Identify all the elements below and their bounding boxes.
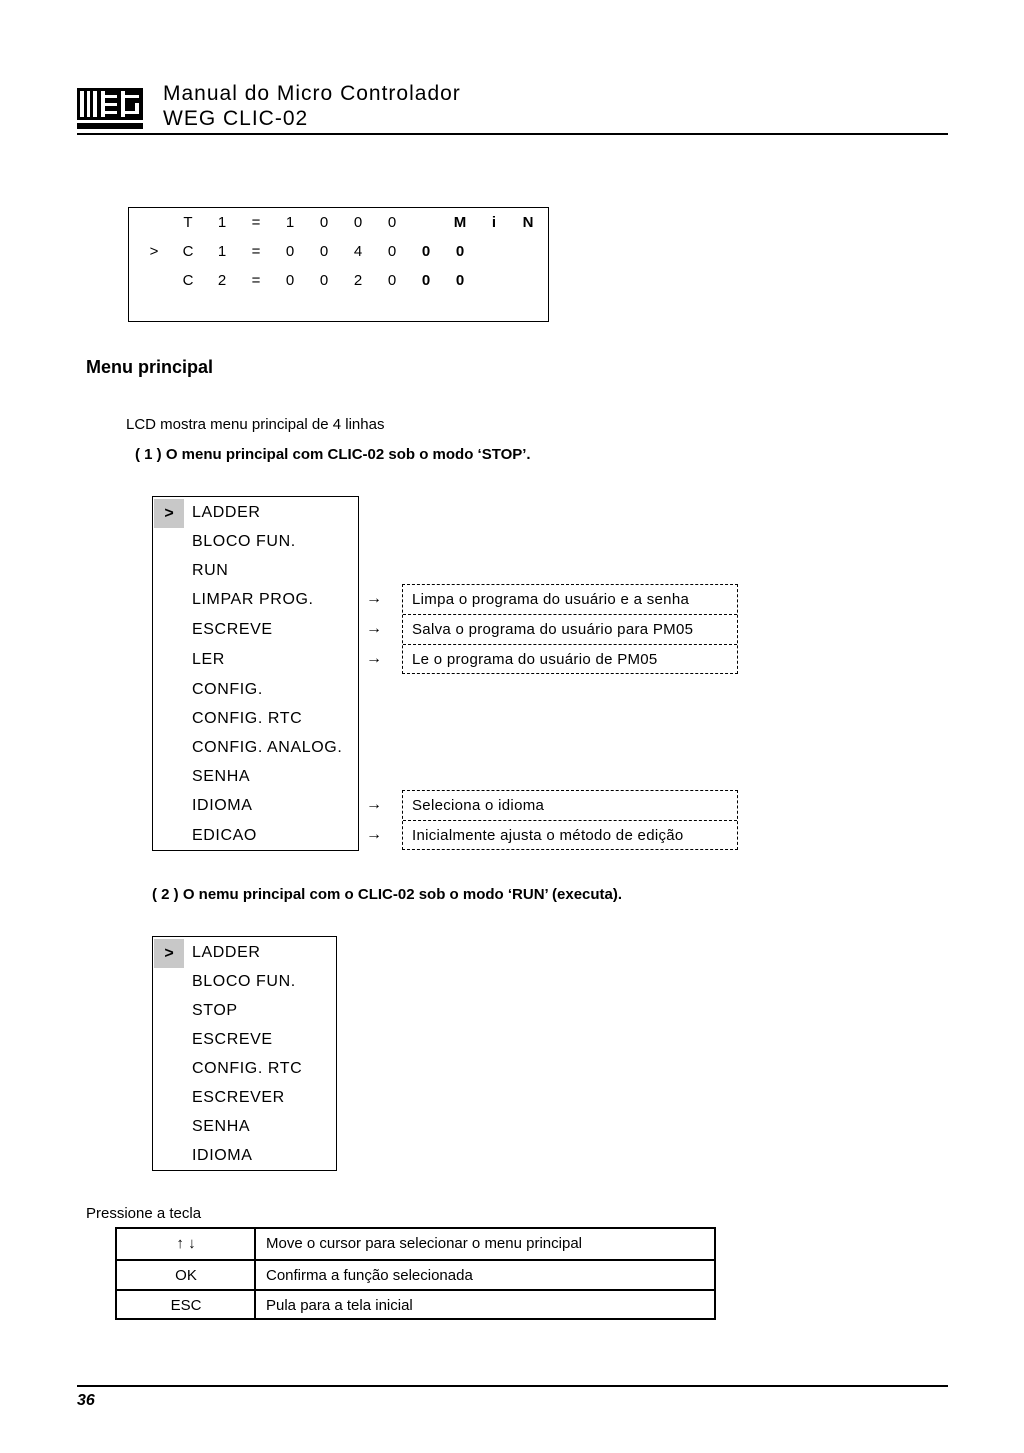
lcd-cell: 1 [285,214,295,231]
keys-table [115,1227,716,1320]
lcd-cell: 0 [353,214,363,231]
arrow-right-icon: → [366,650,382,667]
lcd-row [129,213,550,233]
menu-item[interactable]: EDICAO [192,827,257,844]
key-description: Pula para a tela inicial [266,1297,413,1314]
arrow-right-icon: → [366,590,382,607]
menu-item[interactable]: ESCREVE [192,1031,273,1048]
lcd-cell: C [182,272,194,289]
section-title: Menu principal [86,357,214,377]
run-menu-caption: ( 2 ) O nemu principal com o CLIC-02 sob o modo ‘RUN’ (executa). [152,886,623,903]
menu-item[interactable]: LIMPAR PROG. [192,591,314,608]
note-box-program [402,584,738,674]
arrow-right-icon: → [366,620,382,637]
lcd-cell: 2 [217,272,227,289]
lcd-cell: 4 [353,243,363,260]
note-row: Inicialmente ajusta o método de edição [403,820,737,850]
menu-item[interactable]: IDIOMA [192,1147,253,1164]
table-row [117,1229,714,1259]
lcd-cell: 0 [319,243,329,260]
key-cell: ↑ ↓ [176,1235,196,1252]
lcd-cell: 0 [387,214,397,231]
arrow-right-icon: → [366,796,382,813]
lcd-cell: 0 [387,243,397,260]
lcd-cell: M [453,214,467,231]
lcd-cell: i [491,214,497,231]
key-cell: OK [175,1267,197,1284]
key-description: Confirma a função selecionada [266,1267,473,1284]
lcd-cell: 0 [285,243,295,260]
stop-menu-caption: ( 1 ) O menu principal com CLIC-02 sob o modo ‘STOP’. [135,446,531,463]
run-menu-box [152,936,337,1171]
lcd-cell: C [182,243,194,260]
table-row [117,1289,714,1319]
menu-item[interactable]: LADDER [192,504,261,521]
menu-cursor: > [154,499,184,528]
lcd-cell: 0 [455,243,465,260]
page-number: 36 [77,1392,95,1409]
lcd-display [128,207,549,322]
note-row: Salva o programa do usuário para PM05 [403,614,737,644]
table-row [117,1259,714,1289]
document-title: Manual do Micro Controlador [163,82,461,105]
weg-logo [77,79,143,129]
menu-item[interactable]: STOP [192,1002,238,1019]
lcd-cell: 0 [285,272,295,289]
menu-item[interactable]: LER [192,651,225,668]
key-description: Move o cursor para selecionar o menu principal [266,1235,582,1252]
lcd-cell: 1 [217,214,227,231]
menu-item[interactable]: BLOCO FUN. [192,533,296,550]
lcd-cell: > [149,243,159,260]
note-row: Limpa o programa do usuário e a senha [412,591,690,608]
menu-item[interactable]: RUN [192,562,229,579]
lcd-row [129,271,550,291]
lcd-cell: 0 [421,272,431,289]
note-row: Seleciona o idioma [412,797,545,814]
key-cell: ESC [170,1297,202,1314]
menu-item[interactable]: BLOCO FUN. [192,973,296,990]
lcd-cell: = [251,272,261,289]
menu-item[interactable]: IDIOMA [192,797,253,814]
lcd-cell: = [251,214,261,231]
menu-item[interactable]: CONFIG. RTC [192,1060,303,1077]
arrow-right-icon: → [366,826,382,843]
lcd-cell: 2 [353,272,363,289]
menu-item[interactable]: LADDER [192,944,261,961]
lcd-cell: 0 [319,272,329,289]
lcd-cell: = [251,243,261,260]
lcd-cell: 1 [217,243,227,260]
menu-item[interactable]: CONFIG. [192,681,263,698]
menu-item[interactable]: CONFIG. RTC [192,710,303,727]
note-row: Le o programa do usuário de PM05 [403,644,737,674]
keys-label: Pressione a tecla [86,1205,202,1222]
lcd-cell: 0 [387,272,397,289]
menu-item[interactable]: CONFIG. ANALOG. [192,739,343,756]
document-subtitle: WEG CLIC-02 [163,107,309,130]
lcd-cell: T [183,214,193,231]
lcd-cell: N [522,214,534,231]
menu-item[interactable]: SENHA [192,1118,251,1135]
menu-item[interactable]: SENHA [192,768,251,785]
footer-rule [77,1385,948,1387]
menu-item[interactable]: ESCREVER [192,1089,285,1106]
stop-menu-box [152,496,359,851]
note-box-settings [402,790,738,850]
intro-text: LCD mostra menu principal de 4 linhas [126,416,385,433]
menu-cursor: > [154,939,184,968]
header-rule [77,133,948,135]
lcd-cell: 0 [319,214,329,231]
lcd-row [129,242,550,262]
lcd-cell: 0 [421,243,431,260]
lcd-cell: 0 [455,272,465,289]
menu-item[interactable]: ESCREVE [192,621,273,638]
